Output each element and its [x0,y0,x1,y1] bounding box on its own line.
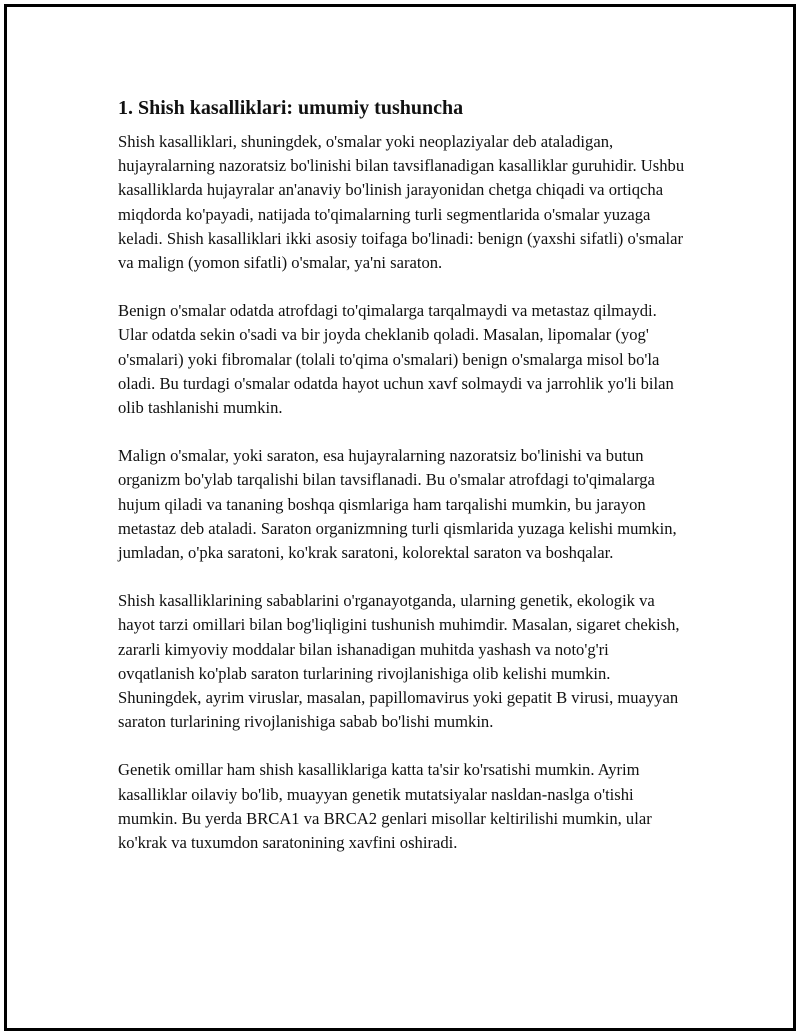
paragraph-genetics: Genetik omillar ham shish kasalliklariga katta ta'sir ko'rsatishi mumkin. Ayrim kasalliklar oilaviy bo'lib, muayyan genetik mutatsiyalar nasldan-naslga o'tishi mumkin. Bu yerda BRCA1 va BRCA2 genlari misollar keltirilishi mumkin, ular ko'krak va tuxumdon saratonining xavfini oshiradi. [118,760,652,853]
paragraph-intro: Shish kasalliklari, shuningdek, o'smalar yoki neoplaziyalar deb ataladigan, hujayralarning nazoratsiz bo'linishi bilan tavsiflanadigan kasalliklar guruhidir. Ushbu kasalliklarda hujayralar an'anaviy bo'linish jarayonidan chetga chiqadi va ortiqcha miqdorda ko'payadi, natijada to'qimalarning turli segmentlarida o'smalar yuzaga keladi. Shish kasalliklari ikki asosiy toifaga bo'linadi: benign (yaxshi sifatli) o'smalar va malign (yomon sifatli) o'smalar, ya'ni saraton. [118,132,685,273]
paragraph-causes: Shish kasalliklarining sabablarini o'rganayotganda, ularning genetik, ekologik va hayot tarzi omillari bilan bog'liqligini tushunish muhimdir. Masalan, sigaret chekish, zararli kimyoviy moddalar bilan ishanadigan muhitda yashash va noto'g'ri ovqatlanish ko'plab saraton turlarining rivojlanishiga olib kelishi mumkin. Shuningdek, ayrim viruslar, masalan, papillomavirus yoki gepatit B virusi, muayyan saraton turlarining rivojlanishiga sabab bo'lishi mumkin. [118,591,680,732]
paragraph-benign: Benign o'smalar odatda atrofdagi to'qimalarga tarqalmaydi va metastaz qilmaydi. Ular odatda sekin o'sadi va bir joyda cheklanib qoladi. Masalan, lipomalar (yog' o'smalari) yoki fibromalar (tolali to'qima o'smalari) benign o'smalarga misol bo'la oladi. Bu turdagi o'smalar odatda hayot uchun xavf solmaydi va jarrohlik yo'li bilan olib tashlanishi mumkin. [118,301,674,418]
document-body [118,95,688,855]
section-heading: 1. Shish kasalliklari: umumiy tushuncha [118,97,464,119]
paragraph-malign: Malign o'smalar, yoki saraton, esa hujayralarning nazoratsiz bo'linishi va butun organizm bo'ylab tarqalishi bilan tavsiflanadi. Bu o'smalar atrofdagi to'qimalarga hujum qiladi va tananing boshqa qismlariga ham tarqalishi mumkin, bu jarayon metastaz deb ataladi. Saraton organizmning turli qismlarida yuzaga kelishi mumkin, jumladan, o'pka saratoni, ko'krak saratoni, kolorektal saraton va boshqalar. [118,446,677,563]
